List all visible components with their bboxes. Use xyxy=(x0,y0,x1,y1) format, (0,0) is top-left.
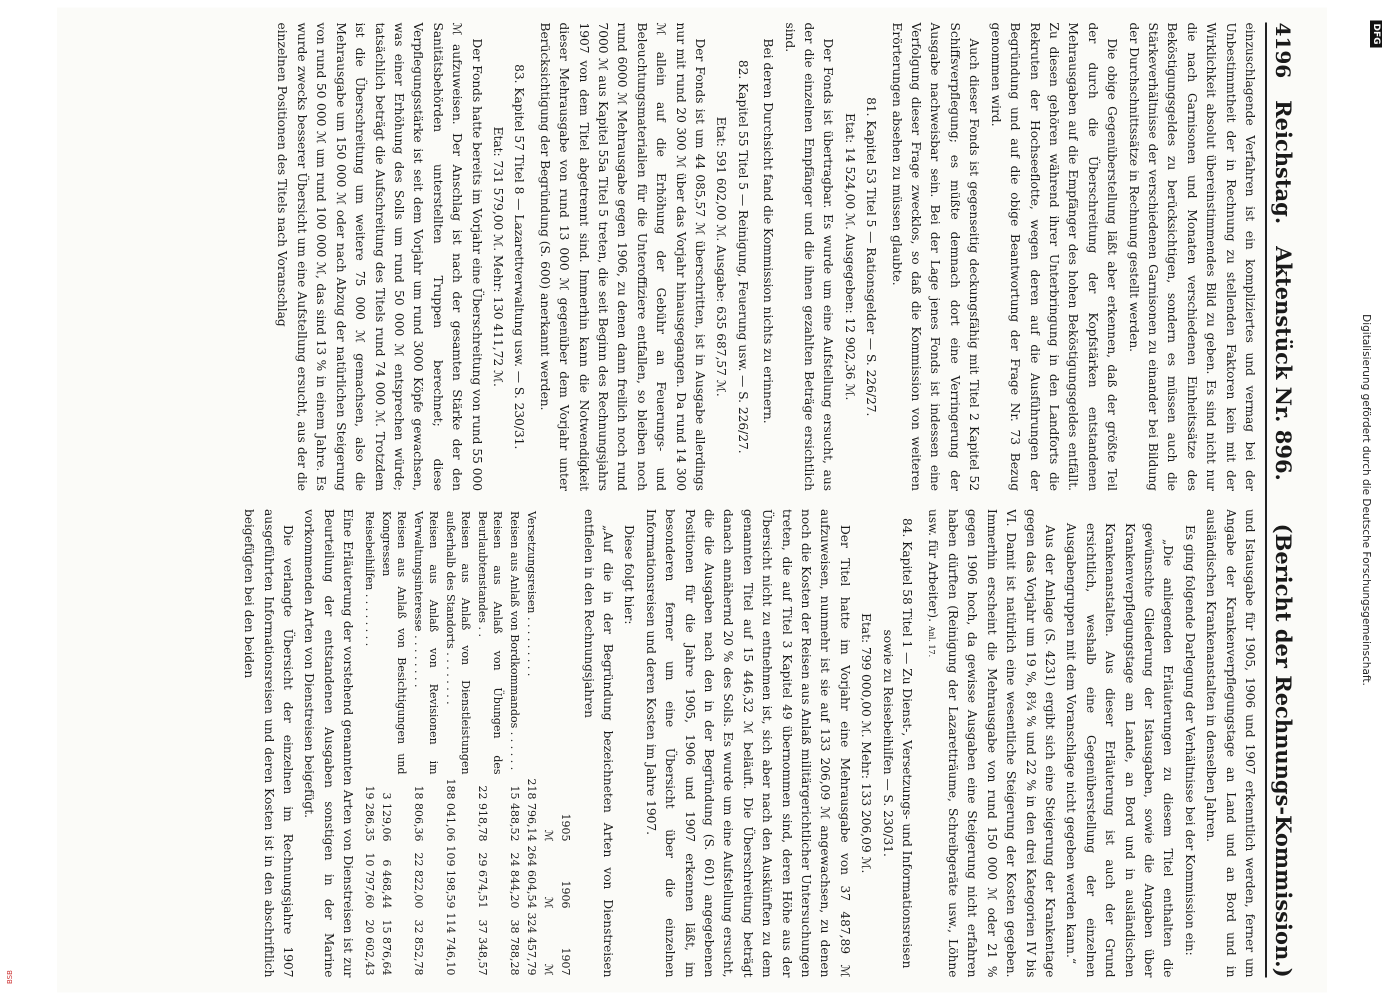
cell: 24 844,20 xyxy=(508,852,522,909)
row-label: Reisen aus Anlaß von Bordkommandos . . . . . . xyxy=(508,511,522,771)
cell: 20 602,43 xyxy=(363,919,377,976)
cell: 264 604,54 xyxy=(525,845,539,909)
section-heading-83: 83. Kapitel 57 Titel 8 — Lazarettverwaltung usw. — S. 230/31. xyxy=(512,64,527,450)
header-right-title: (Bericht der Rechnungs-Kommission.) xyxy=(1271,523,1296,978)
year-header: 1907 xyxy=(559,947,573,976)
cell: 32 852,78 xyxy=(412,919,426,976)
page-header xyxy=(1265,23,1305,978)
table-row xyxy=(442,509,474,978)
cell: 188 041,06 xyxy=(444,778,458,842)
year-header: 1905 xyxy=(559,813,573,842)
cell: 15 488,52 xyxy=(508,785,522,842)
cell: 15 876,64 xyxy=(380,919,394,976)
margin-note: Anl. 17. xyxy=(927,625,937,658)
etat-line-82: Etat: 591 602,00 ℳ. Ausgabe: 635 687,57 ℳ. xyxy=(714,116,729,397)
right-column xyxy=(75,509,1259,978)
row-label: Reisen aus Anlaß von Revisionen im Verwaltungsinteresse . . . . . . . . xyxy=(412,511,441,775)
table-row xyxy=(361,509,378,978)
paragraph: Der Fonds ist übertragbar. Es wurde um eine Aufstellung ersucht, aus der die einzelnen Empfänger und die ihnen gezahlten Beträge ersichtlich sind. xyxy=(782,22,836,491)
left-column xyxy=(75,23,1259,492)
table-row xyxy=(410,509,442,978)
cell: 324 457,79 xyxy=(525,912,539,976)
dfg-logo: DFG xyxy=(1370,20,1382,47)
etat-line-83: Etat: 731 579,00 ℳ. Mehr: 130 411,72 ℳ. xyxy=(490,126,505,387)
quoted-paragraph: „Auf die in der Begründung bezeichneten Arten von Dienstreisen entfielen in den Rechnungsjahren xyxy=(581,509,615,978)
page-number: 4196 xyxy=(1271,22,1295,79)
etat-line-81: Etat: 14 524,00 ℳ. Ausgegeben: 12 902,36 ℳ. xyxy=(842,113,857,401)
library-stamp: BSB xyxy=(6,970,14,984)
table-row xyxy=(506,509,523,978)
paragraph: Auch dieser Fonds ist gegenseitig deckungsfähig mit Titel 2 Kapitel 52 Schiffsverpflegung; es müßte demnach dort eine Verringerung der Ausgabe nachweisbar sein. Bei der Lage jenes Fonds ist indessen eine Verfolgung dieser Frage zwecklos, so daß die Kommission von weiteren Erörterungen absehen zu müssen glaubte. xyxy=(889,22,982,491)
table-row xyxy=(523,509,540,978)
cell: 29 674,51 xyxy=(476,852,490,909)
paragraph: Die obige Gegenüberstellung läßt aber erkennen, daß der größte Teil der durch die Überschreitung der Kopfstärken entstandenen Mehrausgaben auf die Empfänger des hohen Beköstigungsgeldes entfällt. Zu diesen gehören während ihrer Unterbringung in den Landforts die Rekruten der Hochseeflotte, wegen deren auf die Ausführungen der Begründung und auf die obige Beantwortung der Frage Nr. 73 Bezug genommen wird. xyxy=(988,22,1120,491)
unit-row xyxy=(540,509,557,978)
cell: 10 797,60 xyxy=(363,852,377,909)
cell: 22 822,00 xyxy=(412,852,426,909)
scanned-page xyxy=(57,8,1327,993)
cell: 218 796,14 xyxy=(525,778,539,842)
paragraph: Bei deren Durchsicht fand die Kommission nichts zu erinnern. xyxy=(761,38,776,424)
paragraph: Eine Erläuterung der vorstehend genannten Arten von Dienstreisen ist zur Beurteilung der entstandenen Ausgaben sonstigen in der Marine vorkommenden Arten von Dienstreisen beigefügt. xyxy=(302,509,356,978)
cell: 3 129,06 xyxy=(380,792,394,842)
section-heading-82: 82. Kapitel 55 Titel 5 — Reinigung, Feuerung usw. — S. 226/27. xyxy=(735,59,750,454)
table-header-row xyxy=(557,509,574,978)
cell: 6 468,44 xyxy=(380,859,394,909)
paragraph-text: Aus der Anlage (S. 4231) ergibt sich eine Steigerung der Krankentage gegen das Vorjahr um 19 %, 8¾ % und 22 % in den drei Kategorien IV bis VI. Damit ist natürlich eine wesentliche Steigerung der Kosten gegeben. Immerhin erscheint die Mehrausgabe von rund 150 000 ℳ oder 21 % gegen 1906 hoch, da gewisse Ausgaben eine Steigerung nicht erfahren haben dürften (Reinigung der Lazaretträume, Schreibgeräte usw., Löhne usw. für Arbeiter). xyxy=(926,509,1057,978)
paragraph: Die verlangte Übersicht der einzelnen im Rechnungsjahre 1907 ausgeführten Informationsreisen und deren Kosten ist in den abschriftlich beigefügten bei den beiden xyxy=(242,509,295,978)
quoted-paragraph: „Die anliegenden Erläuterungen zu diesem Titel enthalten die gewünschte Gliederung der Istausgaben, sowie die Angaben über Krankenverpflegungstage am Lande, an Bord und in ausländischen Krankenanstalten. Aus dieser Erläuterung ist auch der Grund ersichtlich, weshalb eine Gegenüberstellung der einzelnen Ausgabengruppen mit dem Voranschlage nicht gegeben werden kann.“ xyxy=(1064,523,1176,978)
paragraph xyxy=(922,509,1059,978)
unit-label: ℳ xyxy=(542,896,556,909)
header-left-title: Reichstag. xyxy=(1271,100,1296,225)
table-row xyxy=(474,509,506,978)
paragraph: Der Fonds ist um 44 085,57 ℳ überschritten, ist in Ausgabe allerdings nur mit rund 20 300 ℳ über das Vorjahr hinausgegangen. Da rund 14 300 ℳ allein auf die Erhöhung der Gebühr an Feuerungs- und Beleuchtungsmaterialien für die Unteroffiziere entfallen, so bleiben noch rund 6000 ℳ Mehrausgabe gegen 1906, zu denen dann freilich noch rund 7000 ℳ aus Kapitel 55a Titel 5 treten, die seit Beginn des Rechnungsjahrs 1907 von dem Titel abgetrennt sind. Immerhin kann die Notwendigkeit dieser Mehrausgabe von rund 13 000 ℳ gegenüber dem Vorjahr unter Berücksichtigung der Begründung (S. 600) anerkannt werden. xyxy=(537,22,708,491)
paragraph: Der Fonds hatte bereits im Vorjahr eine Überschreitung von rund 55 000 ℳ aufzuweisen. Der Anschlag ist nach der gesamten Stärke der den Sanitätsbehörden unterstellten Truppen berechnet; diese Verpflegungsstärke ist seit dem Vorjahr um rund 3000 Köpfe gewachsen, was einer Erhöhung des Solls um rund 50 000 ℳ entsprechen würde; tatsächlich beträgt die Aufschreitung des Titels rund 74 000 ℳ. Trotzdem ist die Überschreitung um weitere 75 000 ℳ gemachsen, also die Mehrausgabe um 150 000 ℳ oder nach Abzug der natürlichen Steigerung von rund 50 000 ℳ um rund 100 000 ℳ, das sind 13 % in einem Jahre. Es wurde zwecks besserer Übersicht um eine Aufstellung ersucht, aus der die einzelnen Positionen des Titels nach Voranschlag xyxy=(275,22,484,491)
section-heading-81: 81. Kapitel 53 Titel 5 — Rationsgelder — S. 226/27. xyxy=(864,97,879,417)
row-label: Reisebeihilfen . . . . . . . . xyxy=(363,511,377,647)
cell: 38 788,28 xyxy=(508,919,522,976)
cell: 19 286,35 xyxy=(363,785,377,842)
travel-costs-table xyxy=(361,509,574,978)
unit-label: ℳ xyxy=(542,963,556,976)
unit-label: ℳ xyxy=(542,829,556,842)
paragraph: Diese folgt hier: xyxy=(622,525,637,625)
cell: 22 918,78 xyxy=(476,785,490,842)
paragraph: Es ging folgende Darlegung der Verhältnisse bei der Kommission ein: xyxy=(1182,525,1197,956)
header-aktenstueck: Aktenstück Nr. 896. xyxy=(1271,246,1296,481)
row-label: Reisen aus Anlaß von Dienstleistungen außerhalb des Standorts . . . . . . . . xyxy=(444,511,473,775)
row-label: Reisen aus Anlaß von Übungen des Beurlaubtenstandes . . xyxy=(476,511,505,775)
cell: 114 746,10 xyxy=(444,912,458,976)
cell: 109 198,59 xyxy=(444,845,458,909)
paragraph: Der Titel hatte im Vorjahr eine Mehrausgabe von 37 487,89 ℳ aufzuweisen, nunmehr ist sie auf 133 206,09 ℳ angewachsen, zu denen noch die Kosten der Reisen aus Anlaß militärgerichtlicher Untersuchungen treten, die auf Titel 3 Kapitel 49 übernommen sind, deren Höhe aus der Übersicht nicht zu entnehmen ist, sich aber nach den Auskünften zu dem genannten Titel auf 15 446,32 ℳ beläuft. Die Überschreitung beträgt danach annähernd 20 % des Solls. Es wurde um eine Aufstellung ersucht, die die Ausgaben nach den in der Begründung (S. 601) angegebenen Positionen für die Jahre 1905, 1906 und 1907 erkennen läßt, im besonderen ferner um eine Übersicht über die einzelnen Informationsreisen und deren Kosten im Jahre 1907. xyxy=(643,509,852,978)
table-row xyxy=(378,509,410,978)
etat-line-84: Etat: 799 000,00 ℳ. Mehr: 133 206,09 ℳ. xyxy=(859,613,874,874)
cell: 18 806,36 xyxy=(412,785,426,842)
funding-notice: Digitalisierung gefördert durch die Deutsche Forschungsgemeinschaft. xyxy=(1360,314,1372,686)
year-header: 1906 xyxy=(559,880,573,909)
row-label: Versetzungsreisen . . . . . . . . . xyxy=(525,511,539,677)
section-heading-84: 84. Kapitel 58 Titel 1 — Zu Dienst-, Versetzungs- und Informationsreisen sowie zu Reisebeihilfen — S. 230/31. xyxy=(880,518,915,969)
paragraph: und Istausgabe für 1905, 1906 und 1907 erkenntlich werden, ferner um Angabe der Krankenverpflegungstage an Land und an Bord und in ausländischen Krankenanstalten in denselben Jahren. xyxy=(1204,509,1257,978)
cell: 37 348,57 xyxy=(476,919,490,976)
paragraph: einzuschlagende Verfahren ist ein kompliziertes und vermag bei der Unbestimmtheit der in Rechnung zu stellenden Faktoren kein mit der Wirklichkeit absolut übereinstimmendes Bild zu geben. Es sind nicht nur die nach Garnisonen und Monaten verschiedenen Einheitssätze des Beköstigungsgeldes zu berücksichtigen, sondern es müssen auch die Stärkeverhältnisse der verschiedenen Garnisonen zu einander bei Bildung der Durchschnittssätze in Rechnung gestellt werden. xyxy=(1126,22,1257,491)
row-label: Reisen aus Anlaß von Besichtigungen und Kongressen xyxy=(380,511,409,775)
